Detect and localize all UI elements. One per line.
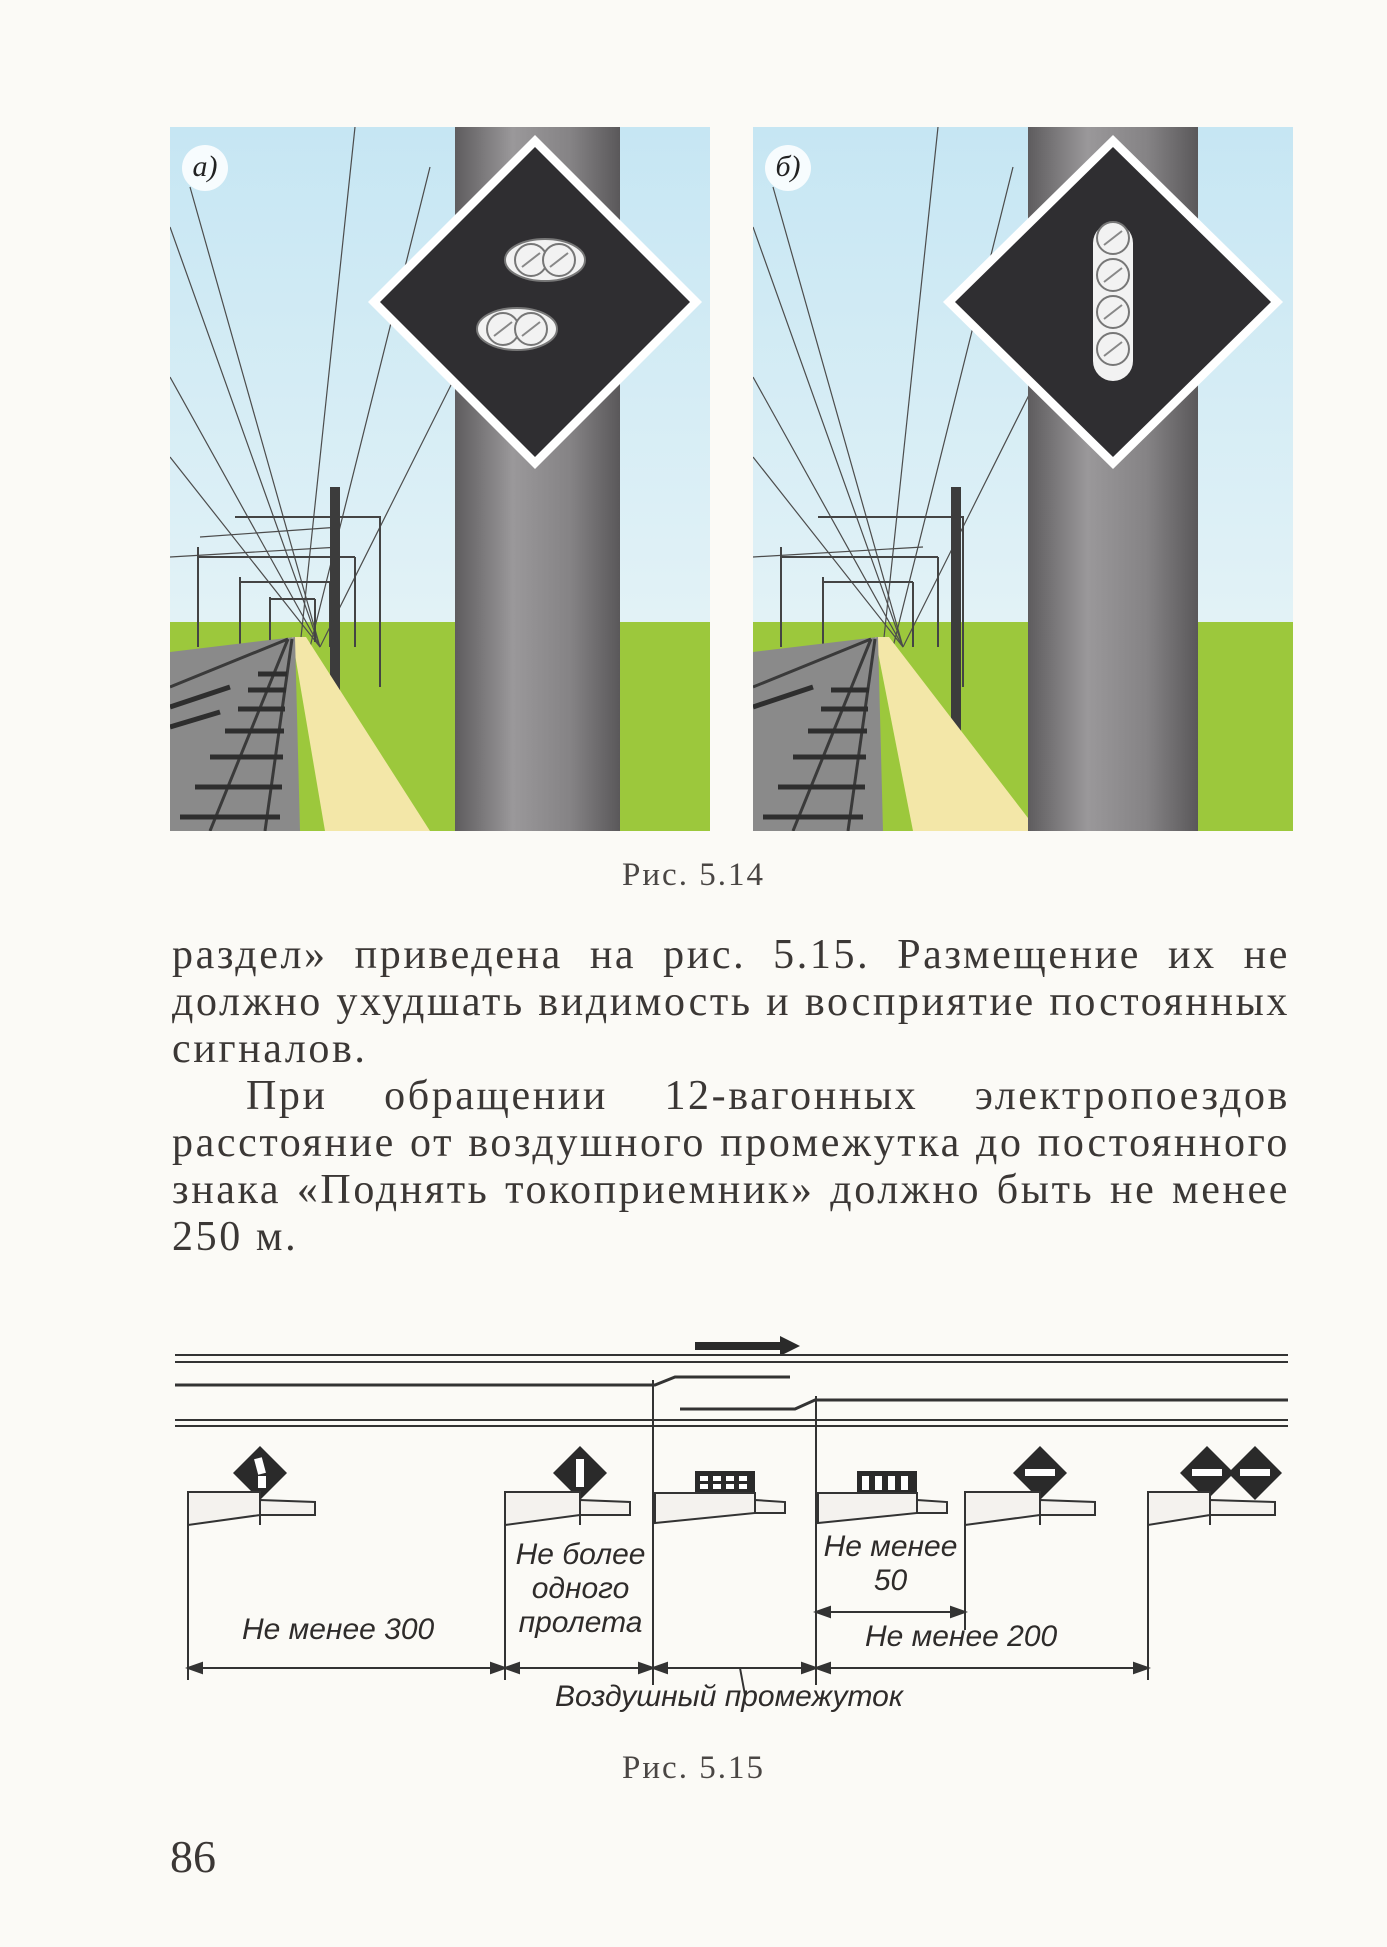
air-gap-scheme [170, 1330, 1300, 1740]
railway-scene-b [753, 127, 1293, 831]
paragraph-2: При обращении 12-вагонных электропоездов расстояние от воздушного промежутка до постоянного знака «Поднять токоприемник» должно быть не менее 250 м. [172, 1073, 1290, 1260]
sign-lower-pantograph-2 [505, 1446, 630, 1525]
figure-5-14-panel-b [753, 127, 1293, 831]
sign-lower-pantograph [188, 1446, 315, 1525]
label-max-one-span-line-3: пролета [518, 1606, 643, 1639]
paragraph-1: раздел» приведена на рис. 5.15. Размещение их не должно ухудшать видимость и восприятие постоянных сигналов. [172, 932, 1290, 1072]
panel-label-a: а) [182, 145, 228, 191]
label-min-50 [818, 1530, 963, 1598]
label-air-gap: Воздушный промежуток [555, 1680, 903, 1713]
label-max-one-span [508, 1538, 653, 1640]
figure-5-15-caption: Рис. 5.15 [622, 1750, 765, 1786]
direction-arrow [695, 1336, 800, 1356]
page-number: 86 [170, 1831, 216, 1882]
label-max-one-span-line-2: одного [531, 1572, 630, 1605]
figure-5-14-panel-a [170, 127, 710, 831]
sign-air-gap-board [655, 1471, 785, 1523]
label-min-300: Не менее 300 [242, 1613, 435, 1646]
sign-raise-pantograph-double [1148, 1446, 1282, 1525]
railway-scene-a [170, 127, 710, 831]
figure-5-15-diagram [170, 1330, 1300, 1744]
label-min-50-line-1: Не менее [823, 1530, 958, 1563]
figure-5-14-caption: Рис. 5.14 [622, 857, 765, 893]
label-min-50-line-2: 50 [873, 1564, 908, 1597]
sign-air-gap-board-2 [818, 1471, 947, 1523]
sign-raise-pantograph [965, 1446, 1095, 1525]
label-min-200: Не менее 200 [865, 1620, 1058, 1653]
panel-label-b: б) [765, 145, 811, 191]
label-max-one-span-line-1: Не более [515, 1538, 646, 1571]
